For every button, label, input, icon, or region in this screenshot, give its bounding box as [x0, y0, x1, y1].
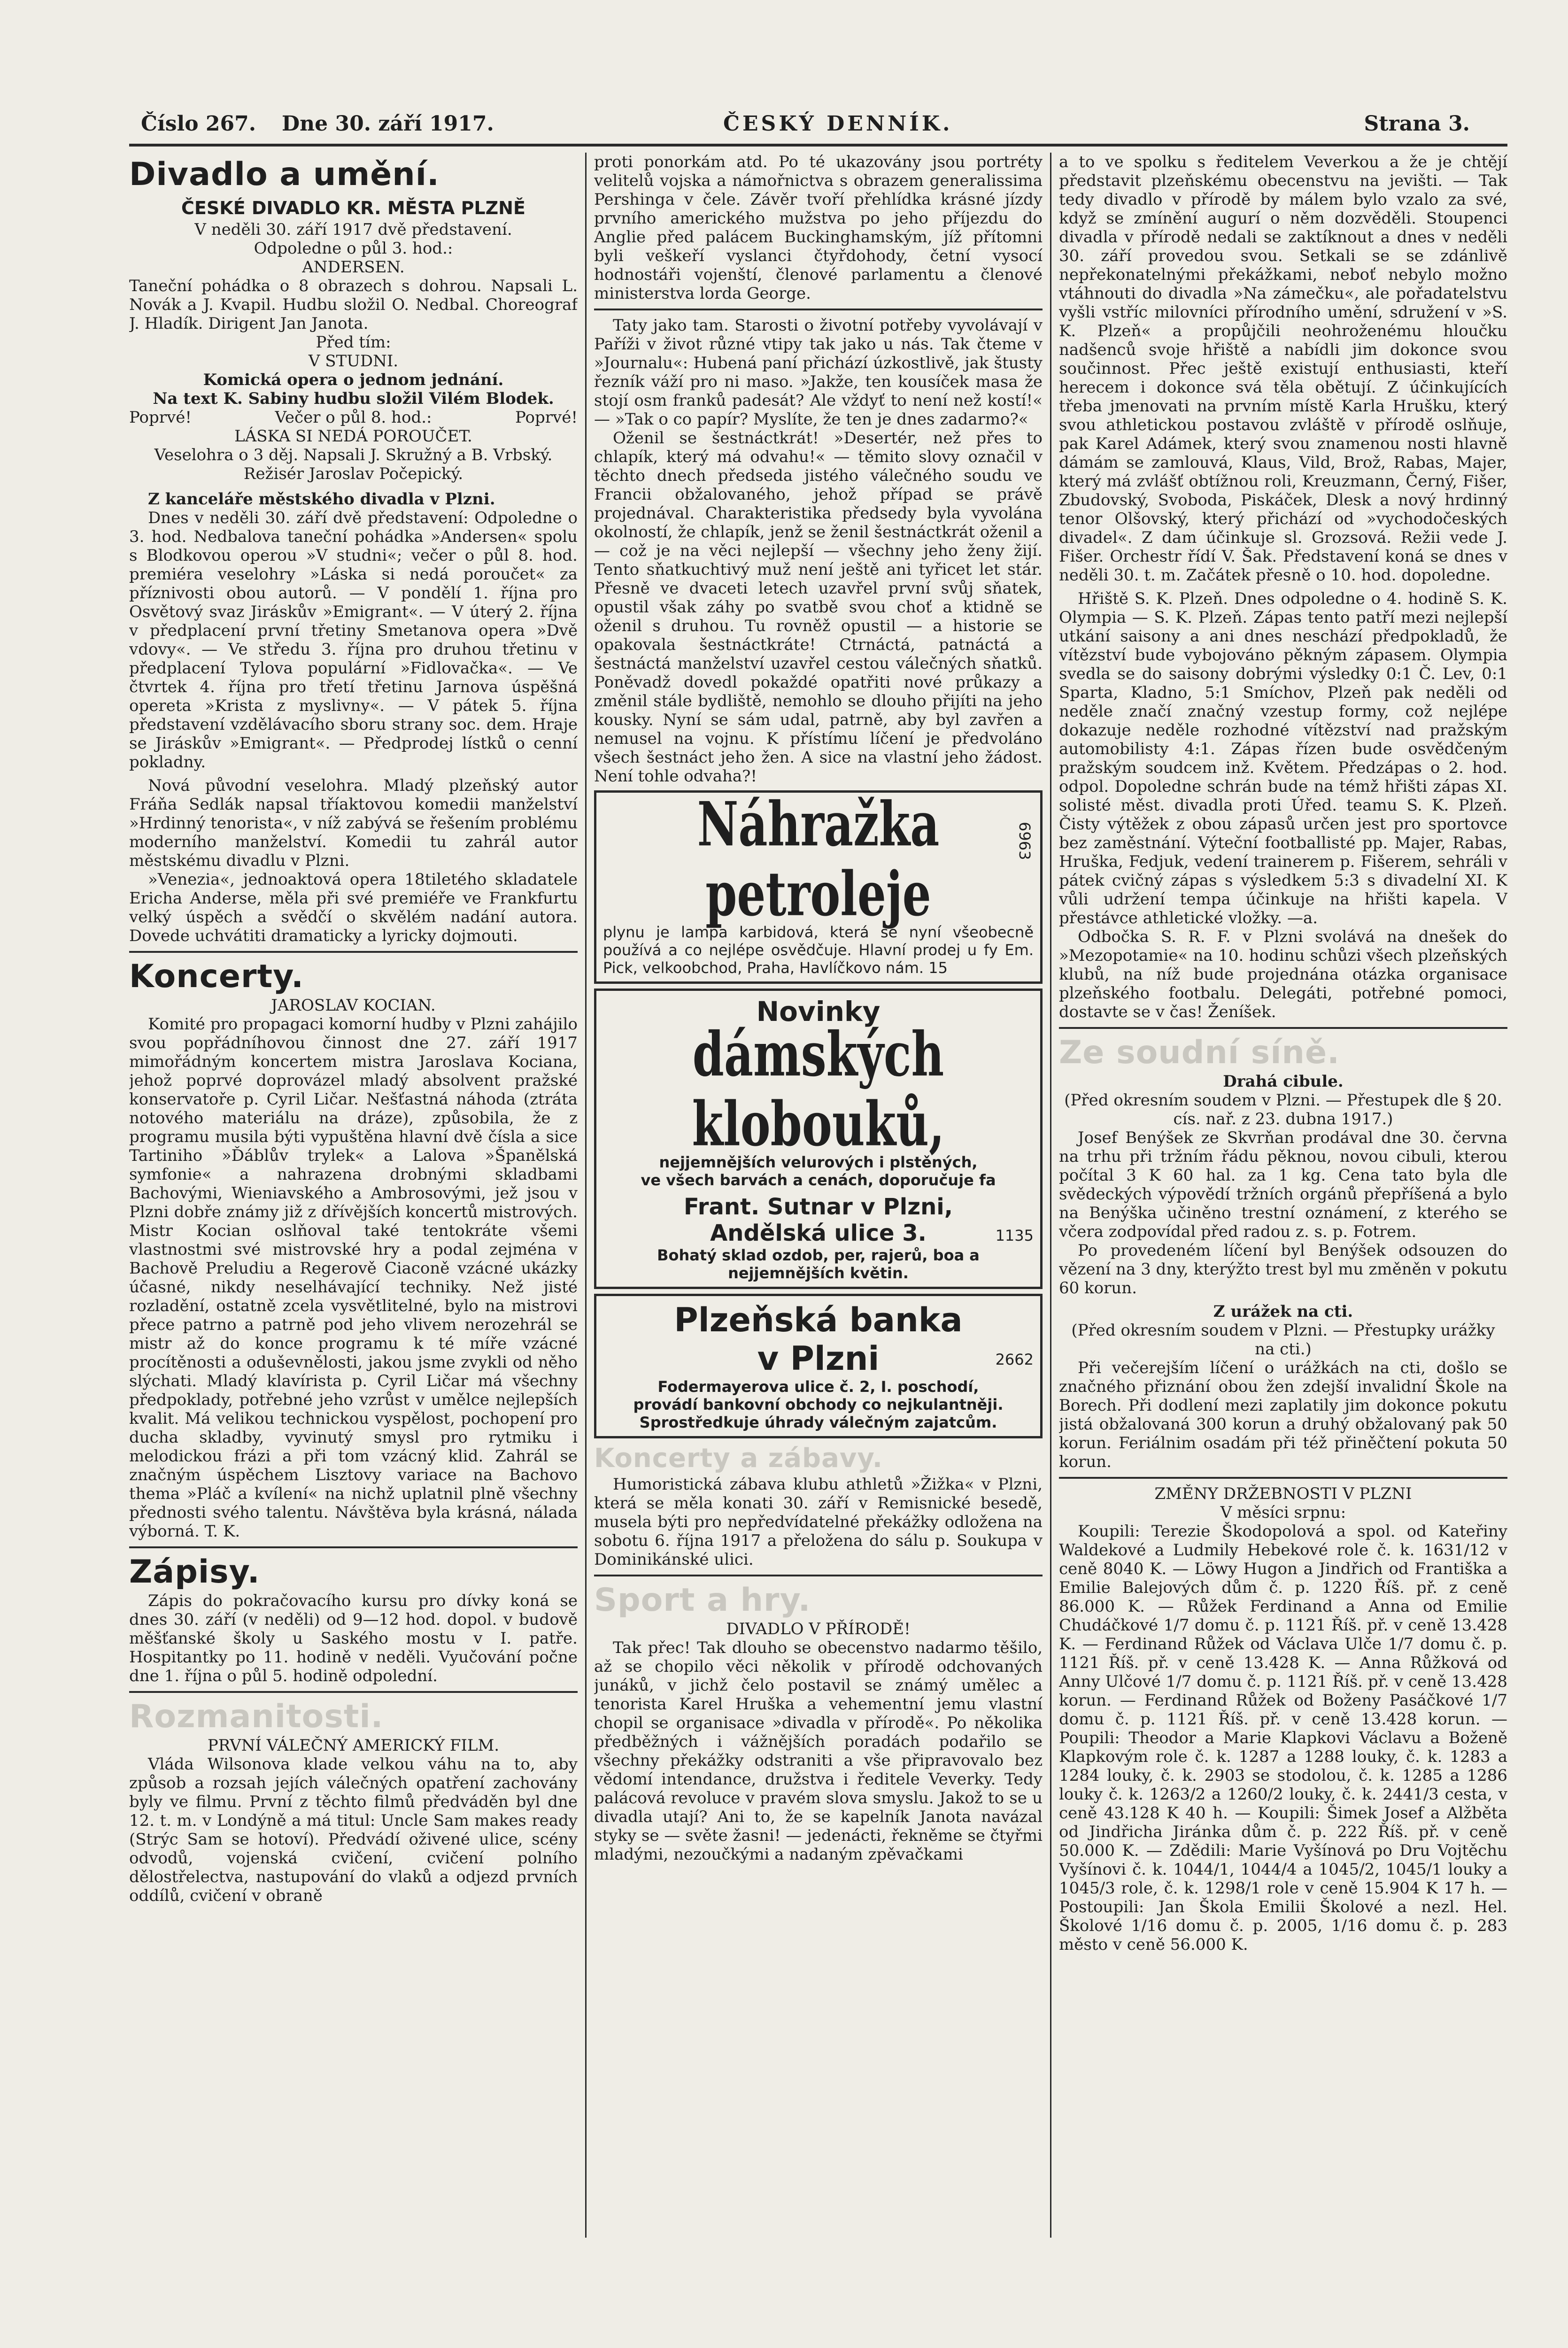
theatre-line: LÁSKA SI NEDÁ POROUČET.	[234, 427, 472, 446]
advert-line: nejjemnějších velurových i plstěných,	[659, 1153, 978, 1171]
issue-date: Dne 30. září 1917.	[282, 112, 494, 136]
article-title: Drahá cibule.	[1223, 1072, 1344, 1091]
advert-line: ve všech barvách a cenách, doporučuje fa	[641, 1171, 996, 1189]
advert-header: Plzeňská banka	[674, 1301, 963, 1339]
section-heading-concerts: Koncerty.	[129, 958, 304, 995]
article-paragraph: Po provedeném líčení byl Benýšek odsouzen do vězení na 3 dny, kterýžto trest byl mu změněn v pokutu 60 korun.	[1059, 1241, 1507, 1298]
advert-petroleum-substitute	[594, 790, 1043, 984]
article-paragraph: Taty jako tam. Starosti o životní potřeby vyvolávají v Paříži v život různé vtipy tak jako u nás. Tak čteme v »Journalu«: Hubená paní přichází úzkostlivě, jak štusty řezník váží pro ni maso. »Jakže, ten kousíček masa že stojí osm franků padesát? Ale vždyť to není než kostí!« — »Tak o co papír? Myslíte, že ten je dnes zadarmo?«	[594, 316, 1043, 429]
article-subtitle: V měsíci srpnu:	[1220, 1503, 1346, 1522]
article-paragraph: Vláda Wilsonova klade velkou váhu na to, aby způsob a rozsah jejích válečných opatření zachovány byly ve filmu. První z těchto filmů předváděn byl dne 12. t. m. v Londýně a má titul: Uncle Sam makes ready (Strýc Sam se hotoví). Předvádí oživené ulice, scény odvodů, vojenská cvičení, cvičení polního dělostřelectva, nastupování do vlaků a odjezd prvních oddílů, cvičení v obraně	[129, 1755, 578, 1905]
theatre-line: Před tím:	[316, 333, 391, 352]
masthead-rule	[129, 144, 1507, 147]
article-title: ZMĚNY DRŽEBNOSTI V PLZNI	[1154, 1484, 1412, 1503]
article-paragraph: Odbočka S. R. F. v Plzni svolává na dnešek do »Mezopotamie« na 10. hodinu schůzi všech plzeňských klubů, na níž bude projednána otázka organisace plzeňského footbalu. Delegáti, potřebné pomoci, dostavte se v čas! Ženíšek.	[1059, 927, 1507, 1021]
theatre-title: ČESKÉ DIVADLO KR. MĚSTA PLZNĚ	[181, 198, 525, 218]
section-heading-court: Ze soudní síně.	[1059, 1034, 1340, 1071]
article-title: Z urážek na cti.	[1213, 1302, 1353, 1321]
article-title: JAROSLAV KOCIAN.	[271, 996, 436, 1015]
article-subtitle: (Před okresním soudem v Plzni. — Přestupky urážky na cti.)	[1071, 1321, 1495, 1359]
theatre-line: ANDERSEN.	[302, 258, 405, 277]
article-paragraph: Dnes v neděli 30. září dvě představení: Odpoledne o 3. hod. Nedbalova taneční pohádka »Andersen« spolu s Blodkovou operou »V studni«; večer o půl 8. hod. premiéra veselohry »Láska si nedá poroučet« za příznivosti obou autorů. — V pondělí 1. října pro Osvětový svaz Jiráskův »Emigrant«. — V úterý 2. října v předplacení první třetiny Smetanova opera »Dvě vdovy«. — Ve středu 3. října pro druhou třetinu v předplacení Tylova populární »Fidlovačka«. — Ve čtvrtek 4. října pro třetí třetinu Jarnova úspěšná opereta »Krista z myslivny«. — V pátek 5. října představení vzdělávacího sboru strany soc. dem. Hraje se Jiráskův »Emigrant«. — Předprodej lístků o cenní pokladny.	[129, 509, 578, 772]
theatre-line: Komická opera o jednom jednání.	[203, 371, 504, 389]
advert-shop-name: Frant. Sutnar v Plzni,	[684, 1194, 953, 1220]
theatre-line	[129, 408, 578, 427]
masthead	[141, 112, 1470, 141]
section-heading-enrolment: Zápisy.	[129, 1553, 260, 1591]
advert-number: 1135	[995, 1227, 1034, 1244]
article-paragraph: Nová původní veselohra. Mladý plzeňský autor Fráňa Sedlák napsal tříaktovou komedii manželství »Hrdinný tenorista«, v níž zabývá se řešením problému moderního manželství. Komedii tu zahrál autor městskému divadlu v Plzni.	[129, 776, 578, 870]
issue-number: Číslo 267.	[141, 112, 256, 136]
article-title: Z kanceláře městského divadla v Plzni.	[148, 490, 495, 509]
column-divider-1	[585, 153, 587, 2238]
article-paragraph: a to ve spolku s ředitelem Veverkou a že je chtějí představit plzeňskému obecenstvu na jevišti. — Tak tedy divadlo v přírodě by málem bylo vzalo za své, když se zmínění augurí o něm dozvěděli. Stoupenci divadla v přírodě nedali se zaktíknout a dnes v neděli 30. září provedou svou. Setkali se se zdánlivě nepřekonatelnými překážkami, neboť nebylo možno vtáhnouti do divadla »Na zámečku«, ale pořadatelstvu vyšli vstříc milovníci přírodního umění, sdružení v »S. K. Plzeň« a propůjčili neohroženému hloučku nadšenců svoje hřiště a nabídli jim dokonce svou součinnost. Přec ještě existují enthusiasti, kteří herecem i dokonce svá těla obětují. Z účinkujících třeba jmenovati na prvním místě Karla Hrušku, který svou athletickou postavou zvláště v přírodě oslňuje, pak Karel Adámek, který svou znamenou nosti hlavně dámám se zamlouvá, Klaus, Vild, Brož, Rabas, Majer, který má zvlášť obtížnou roli, Kreuzmann, Černý, Fišer, Zbudovský, Svoboda, Piskáček, Dlesk a nový hrdinný tenor Olšovský, který přichází od »vychodočeských divadel«. Z dam účinkuje sl. Grozsová. Režii vede J. Fišer. Orchestr řídí V. Šak. Představení koná se dnes v neděli 30. t. m. Začátek přesně o 10. hod. dopoledne.	[1059, 153, 1507, 585]
theatre-line: V neděli 30. září 1917 dvě představení.	[194, 220, 512, 239]
article-paragraph: Josef Benýšek ze Skvrňan prodával dne 30. června na trhu při tržním řádu pěknou, novou cibuli, kterou počítal 3 K 60 hal. za 1 kg. Cena tato byla dle svědeckých výpovědí tržních orgánů přepříšená a bylo na Benýška učiněno trestní oznámení, z kterého se včera zodpovídal před radou z. s. p. Fotrem.	[1059, 1128, 1507, 1241]
article-paragraph: Při večerejším líčení o urážkách na cti, došlo se značného přiznání obou žen zdejší invalidní Škole na Borech. Při dodlení mezi zaplatily jim dokonce pokutu jistá obžalovaná 300 korun a druhý obžalovaný pak 50 korun. Feriálnim osadám při též přiněčtení pokuta 50 korun.	[1059, 1359, 1507, 1471]
advert-pilsen-bank	[594, 1294, 1043, 1438]
section-rule	[129, 951, 578, 953]
theatre-line: Veselohra o 3 děj. Napsali J. Skružný a B. Vrbský. Režisér Jaroslav Počepický.	[154, 446, 553, 483]
section-heading-concerts-entertainment: Koncerty a zábavy.	[594, 1443, 883, 1474]
article-paragraph: proti ponorkám atd. Po té ukazovány jsou portréty velitelů vojska a námořnictva s obrazem generalissima Pershinga v čele. Závěr tvoří přehlídka krásné jízdy prvního amerického mužstva po jeho příjezdu do Anglie před palácem Buckinghamským, jíž přítomni byli veškeří vyslanci čtyřdohody, četní vysocí hodnostáři vojenští, členové parlamentu a členové ministerstva lorda George.	[594, 153, 1043, 303]
article-paragraph: Hřiště S. K. Plzeň. Dnes odpoledne o 4. hodině S. K. Olympia — S. K. Plzeň. Zápas tento patří mezi nejlepší utkání saisony a ani dnes neschází předpokladů, že vítězství bude vybojováno pěkným zápasem. Olympia svedla se do saisony dobrými výsledky 0:1 Č. Lev, 0:1 Sparta, Kladno, 5:1 Smíchov, Plzeň pak neděli od neděle značí značný vzestup formy, což nejlépe dokazuje neděle rozhodné vítězství nad pražským automobilisty 4:1. Zápas řízen bude osvědčeným pražským soudcem inž. Květem. Předzápas o 2. hod. odpol. Dopoledne schrán bude na témž hřišti zápas XI. solisté měst. divadla proti Úřed. teamu S. K. Plzeň. Čisty výtěžek z obou zápasů určen jest pro sportovce bez zaměstnání. Výteční footballisté pp. Majer, Rabas, Hruška, Fedjuk, vedení trainerem p. Fišerem, sehráli v pátek cvičný zápas s výsledkem 5:3 s divadelní XI. K vůli udržení tempa účinkuje na hřišti kapela. V přestávce athletické vložky. —a.	[1059, 589, 1507, 927]
theatre-line: Na text K. Sabiny hudbu složil Vilém Blodek.	[153, 389, 554, 408]
theatre-line: V STUDNI.	[308, 352, 399, 371]
advert-headline: Náhražka petroleje	[697, 788, 940, 930]
theatre-line: Odpoledne o půl 3. hod.:	[254, 239, 453, 258]
premiere-note: Poprvé!	[515, 408, 578, 427]
article-paragraph: Tak přec! Tak dlouho se obecenstvo nadarmo těšilo, až se chopilo věci několik v přírodě odchovaných junáků, v jichž čelo postavil se známý umělec a tenorista Karel Hruška a vehementní jemu vlastní chopil se organisace »divadla v přírodě«. Po několika předběžných i vážnějších poradách podařilo se všechny překážky odstraniti a vše připravovalo bez vědomí intendance, družstva i ředitele Veverky. Tedy palácová revoluce v pravém slova smyslu. Jakož to se u divadla utají? Ani to, že se kapelník Janota navázal styky se — světe žasni! — jedenácti, řekněme se čtyřmi mladými, nezoučkými a nadaným zpěvačkami	[594, 1638, 1043, 1864]
column-divider-2	[1050, 153, 1051, 2238]
section-rule	[1059, 1027, 1507, 1029]
article-title: DIVADLO V PŘÍRODĚ!	[726, 1620, 911, 1638]
article-paragraph: Komité pro propagaci komorní hudby v Plzni zahájilo svou popřádníhovou činnost dne 27. září 1917 mimořádným koncertem mistra Jaroslava Kociana, jehož poprvé doprovázel mladý absolvent pražské konservatoře p. Cyril Ličar. Nešťastná náhoda (ztráta notového materiálu na dráze), způsobila, že z programu musila býti vypuštěna hlavní dvě čísla a sice Tartiniho »Ďáblův trylek« a Lalova »Španělská symfonie« a nahrazena drobnými skladbami Bachovými, Wieniavského a Ambrosovými, jež jsou v Plzni dobře známy již z dřívějších koncertů mistrových. Mistr Kocian oslňoval také tentokráte všemi vlastnostmi své mistrovské hry a podal zejména v Bachově Preludiu a Regerově Ciaconě vzácné ukázky účasné, nikdy neselhávající techniky. Než jisté rozladění, ostatně zcela vysvětlitelné, bylo na mistrovi přece patrno a patrně pod jeho vlivem nerozehrál se mistr až do konce programu k té míře vzácné procítěnosti a oduševnělosti, jakou jsme zvykli od něho slýchati. Mladý klavírista p. Cyril Ličar má všechny předpoklady, potřebné jeho vzrůst v umělce nejlepších kvalit. Má velikou technickou vyspělost, pochopení pro ducha skladby, vyvinutý smysl pro rytmiku i melodickou frázi a při tom vzácný klid. Zahrál se značným úspěchem Lisztovy variace na Bachovo thema »Pláč a kvílení« na nichž uplatnil plně všechny přednosti svého talentu. Návštěva byla krásná, nálada výborná. T. K.	[129, 1015, 578, 1541]
column-2	[594, 153, 1043, 2242]
advert-text: plynu je lampa karbidová, která se nyní všeobecně používá a co nejlépe osvědčuje. Hlavní prodej u fy Em. Pick, velkoobchod, Praha, Havlíčkovo nám. 15	[603, 923, 1034, 977]
section-heading-theatre: Divadlo a umění.	[129, 156, 440, 193]
section-rule	[1059, 1477, 1507, 1479]
advert-number: 2662	[995, 1351, 1034, 1368]
evening-time: Večer o půl 8. hod.:	[275, 408, 432, 427]
advert-headline: dámských klobouků,	[692, 1018, 945, 1160]
column-3	[1059, 153, 1507, 2242]
advert-line: Sprostředkuje úhrady válečným zajatcům.	[639, 1413, 997, 1431]
advert-number: 6963	[1016, 822, 1034, 860]
newspaper-title: ČESKÝ DENNÍK.	[723, 112, 953, 136]
advert-header: Novinky	[756, 996, 881, 1027]
advert-city: v Plzni	[757, 1339, 880, 1378]
advert-line: provádí bankovní obchody co nejkulantněji.	[633, 1396, 1004, 1413]
article-paragraph: Humoristická zábava klubu athletů »Žižka« v Plzni, která se měla konati 30. září v Remisnické besedě, musela býti pro nepředvídatelné překážky odložena na sobotu 6. října 1917 a přeložena do sálu p. Soukupa v Dominikánské ulici.	[594, 1475, 1043, 1569]
section-rule	[129, 1691, 578, 1693]
section-heading-miscellany: Rozmanitosti.	[129, 1698, 384, 1735]
section-rule	[129, 1546, 578, 1548]
section-heading-sport: Sport a hry.	[594, 1582, 811, 1619]
article-subtitle: (Před okresním soudem v Plzni. — Přestupek dle § 20. cís. nař. z 23. dubna 1917.)	[1064, 1091, 1502, 1128]
advert-ladies-hats	[594, 989, 1043, 1289]
column-1	[129, 153, 578, 2242]
page-number: Strana 3.	[1364, 112, 1470, 136]
article-paragraph: »Venezia«, jednoaktová opera 18tiletého skladatele Ericha Anderse, měla při své premiéře ve Frankfurtu velký úspěch a svědčí o skvělém nadání autora. Dovede uchvátiti dramaticky a lyricky dojmouti.	[129, 870, 578, 945]
advert-line: Fodermayerova ulice č. 2, I. poschodí,	[657, 1378, 979, 1396]
section-rule	[594, 1575, 1043, 1576]
article-paragraph: Oženil se šestnáctkrát! »Desertér, než přes to chlapík, který má odvahu!« — těmito slovy označil v těchto dnech předseda jistého válečného soudu ve Francii obžalovaného, jehož případ se právě projednával. Charakteristika předsedy byla vyvolána okolností, že chlapík, jenž se ženil šestnáctkrát oženil a — což je na věci nejlepší — všechny jeho ženy žijí. Tento sňatkuchtivý muž není ještě ani tyřicet let stár. Přesně ve dvaceti letech uzavřel první svůj sňatek, opustil však záhy po svatbě svou choť a ktidně se oženil s druhou. Tu rovněž opustil — a historie se opakovala šestnáctkráte! Ctrnáctá, patnáctá a šestnáctá manželství uzavřel cestou válečných sňatků. Poněvadž dovedl pokaždé opatřiti nové průkazy a změnil stále bydliště, nemohlo se dlouho přijíti na jeho kousky. Nyní se sám udal, patrně, aby byl zavřen a nemusel na vojnu. K přístímu líčení je předvoláno všech šestnáct jeho žen. A sice na vlastní jeho žádost. Není tohle odvaha?!	[594, 429, 1043, 786]
article-title: PRVNÍ VÁLEČNÝ AMERICKÝ FILM.	[207, 1736, 500, 1755]
premiere-note: Poprvé!	[129, 408, 192, 427]
advert-line: Bohatý sklad ozdob, per, rajerů, boa a nejjemnějších květin.	[657, 1246, 980, 1282]
article-paragraph: Koupili: Terezie Škodopolová a spol. od Kateřiny Waldekové a Ludmily Hebekové role č. k. 1631/12 v ceně 8040 K. — Löwy Hugon a Jindřich od Františka a Emilie Balejových dům č. p. 1220 Říš. př. z ceně 86.000 K. — Růžek Ferdinand a Anna od Emilie Chudáčkové 1/7 domu č. p. 1121 Říš. př. v ceně 13.428 K. — Ferdinand Růžek od Václava Ulče 1/7 domu č. p. 1121 Říš. př. v ceně 13.428 K. — Anna Růžková od Anny Ulčové 1/7 domu č. p. 1121 Říš. př. v ceně 13.428 korun. — Ferdinand Růžek od Boženy Pasáčkové 1/7 domu č. p. 1121 Říš. př. v ceně 13.428 korun. — Poupili: Theodor a Marie Klapkovi Václavu a Boženě Klapkovým role č. k. 1287 a 1288 louky, č. k. 1283 a 1284 louky, č. k. 2903 se stodolou, č. k. 1285 a 1286 louky č. k. 1263/2 a 1260/2 louky, č. k. 2441/3 cesta, v ceně 43.128 K 40 h. — Koupili: Šimek Josef a Alžběta od Jindřicha Jiránka dům č. p. 222 Říš. př. v ceně 50.000 K. — Zdědili: Marie Vyšínová po Dru Vojtěchu Vyšínovi č. k. 1044/1, 1044/4 a 1045/2, 1045/1 louky a 1045/3 role, č. k. 1298/1 role v ceně 15.904 K 17 h. — Postoupili: Jan Škola Emilii Školové a nezl. Hel. Školové 1/16 domu č. p. 2005, 1/16 domu č. p. 283 město v ceně 56.000 K.	[1059, 1522, 1507, 1954]
theatre-line: Taneční pohádka o 8 obrazech s dohrou. Napsali L. Novák a J. Kvapil. Hudbu složil O. Nedbal. Choreograf J. Hladík. Dirigent Jan Janota.	[129, 277, 578, 333]
article-paragraph: Zápis do pokračovacího kursu pro dívky koná se dnes 30. září (v neděli) od 9—12 hod. dopol. v budově měšťanské školy u Saského mostu v I. patře. Hospitantky po 11. hodině v neděli. Vyučování počne dne 1. října o půl 5. hodině odpolední.	[129, 1591, 578, 1685]
section-rule	[594, 309, 1043, 310]
advert-address: Andělská ulice 3.	[710, 1220, 927, 1246]
